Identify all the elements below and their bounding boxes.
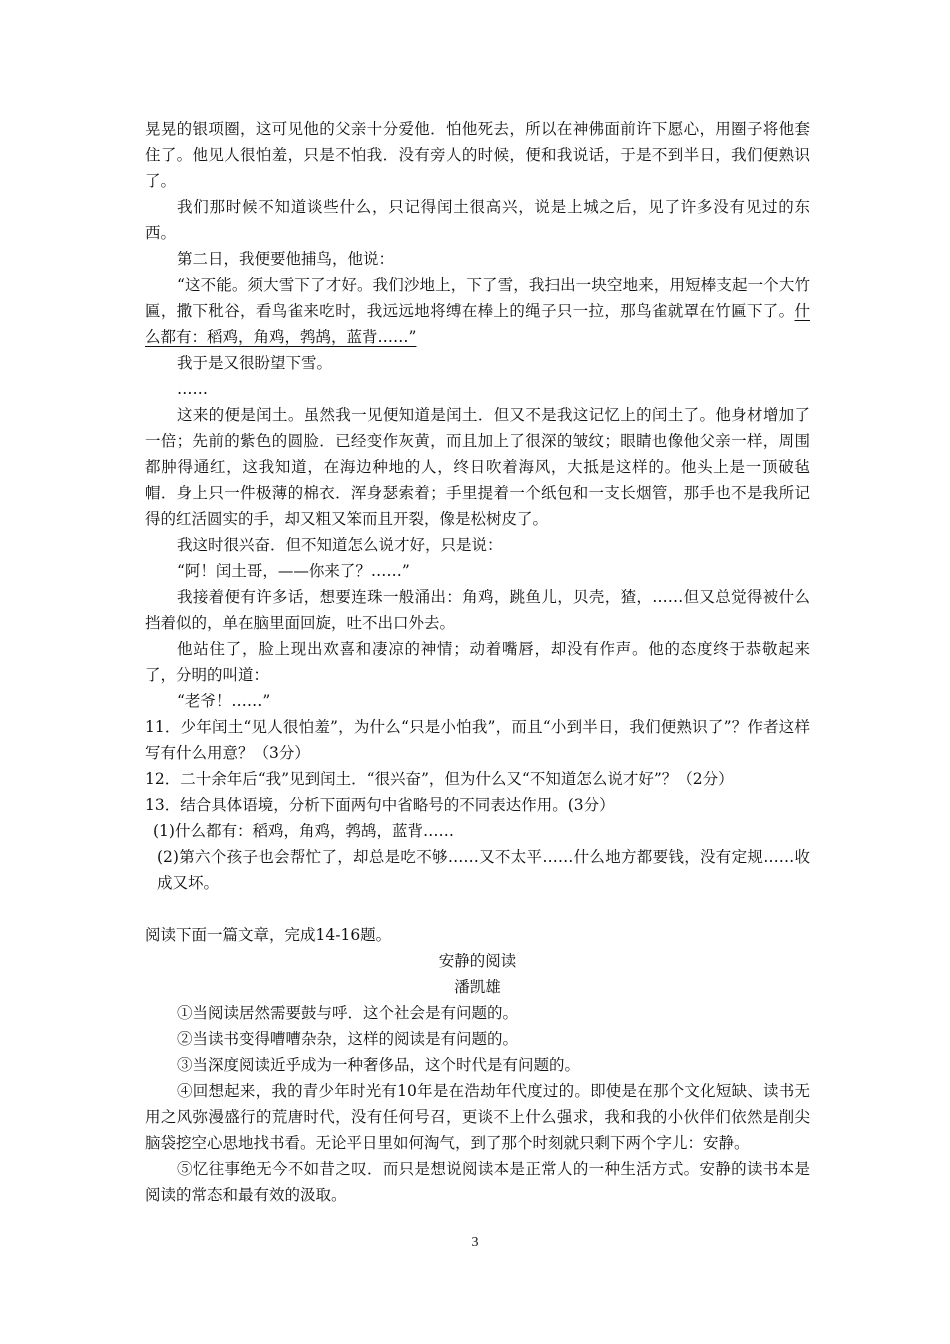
passage-text: “这不能。须大雪下了才好。我们沙地上，下了雪，我扫出一块空地来，用短棒支起一个大竹匾，撒下秕谷，看鸟雀来吃时，我远远地将缚在棒上的绳子只一拉，那鸟雀就罩在竹匾下了。 [145,276,810,320]
question-13-item-2: (2)第六个孩子也会帮忙了，却总是吃不够……又不太平……什么地方都要钱，没有定规……收成又坏。 [157,848,810,892]
passage-paragraph: 这来的便是闰土。虽然我一见便知道是闰土．但又不是我这记忆上的闰土了。他身材增加了一倍；先前的紫色的圆脸．已经变作灰黄，而且加上了很深的皱纹；眼睛也像他父亲一样，周围都肿得通红，这我知道，在海边种地的人，终日吹着海风，大抵是这样的。他头上是一顶破毡帽．身上只一件极薄的棉衣．浑身瑟索着；手里提着一个纸包和一支长烟管，那手也不是我所记得的红活圆实的手，却又粗又笨而且开裂，像是松树皮了。 [145,406,810,528]
page-content [145,116,810,1208]
passage-paragraph: 我们那时候不知道谈些什么，只记得闰土很高兴，说是上城之后，见了许多没有见过的东西。 [145,198,810,242]
passage-paragraph: “老爷！……” [177,692,271,710]
reading-instruction: 阅读下面一篇文章，完成14-16题。 [145,926,392,944]
passage-paragraph [145,272,810,350]
passage-paragraph: 晃晃的银项圈，这可见他的父亲十分爱他．怕他死去，所以在神佛面前许下愿心，用圈子将他套住了。他见人很怕羞，只是不怕我．没有旁人的时候，便和我说话，于是不到半日，我们便熟识了。 [145,120,810,190]
underlined-sentence: 什么都有：稻鸡，角鸡，鹁鸪，蓝背……” [145,302,810,346]
passage-paragraph: 我于是又很盼望下雪。 [177,354,333,372]
passage-paragraph: 他站住了，脸上现出欢喜和凄凉的神情；动着嘴唇，却没有作声。他的态度终于恭敬起来了，分明的叫道： [145,640,810,684]
article-paragraph: ①当阅读居然需要鼓与呼．这个社会是有问题的。 [177,1004,519,1022]
article-paragraph: ⑤忆往事绝无今不如昔之叹．而只是想说阅读本是正常人的一种生活方式。安静的读书本是阅读的常态和最有效的汲取。 [145,1160,810,1204]
article-author: 潘凯雄 [454,978,501,996]
passage-paragraph: 我这时很兴奋．但不知道怎么说才好，只是说： [177,536,503,554]
page-number: 3 [471,1235,479,1250]
question-13-item-1: (1)什么都有：稻鸡，角鸡，鹁鸪，蓝背…… [153,822,454,840]
article-paragraph: ②当读书变得嘈嘈杂杂，这样的阅读是有问题的。 [177,1030,519,1048]
passage-paragraph: 第二日，我便要他捕鸟，他说： [177,250,395,268]
spacer [145,896,810,922]
article-paragraph: ③当深度阅读近乎成为一种奢侈品，这个时代是有问题的。 [177,1056,581,1074]
ellipsis-line: …… [177,380,208,398]
passage-paragraph: “阿！闰土哥，——你来了？……” [177,562,410,580]
question-12: 12．二十余年后“我”见到闰土．“很兴奋”，但为什么又“不知道怎么说才好”？（2分） [145,770,734,788]
passage-paragraph: 我接着便有许多话，想要连珠一般涌出：角鸡，跳鱼儿，贝壳，猹，……但又总觉得被什么挡着似的，单在脑里面回旋，吐不出口外去。 [145,588,810,632]
question-13: 13．结合具体语境，分析下面两句中省略号的不同表达作用。(3分） [145,796,615,814]
article-paragraph: ④回想起来，我的青少年时光有10年是在浩劫年代度过的。即使是在那个文化短缺、读书无用之风弥漫盛行的荒唐时代，没有任何号召，更谈不上什么强求，我和我的小伙伴们依然是削尖脑袋挖空心思地找书看。无论平日里如何淘气，到了那个时刻就只剩下两个字儿：安静。 [145,1082,810,1152]
article-title: 安静的阅读 [438,952,517,970]
question-11: 11．少年闰土“见人很怕羞”，为什么“只是小怕我”，而且“小到半日，我们便熟识了”？作者这样写有什么用意？（3分） [145,718,810,762]
